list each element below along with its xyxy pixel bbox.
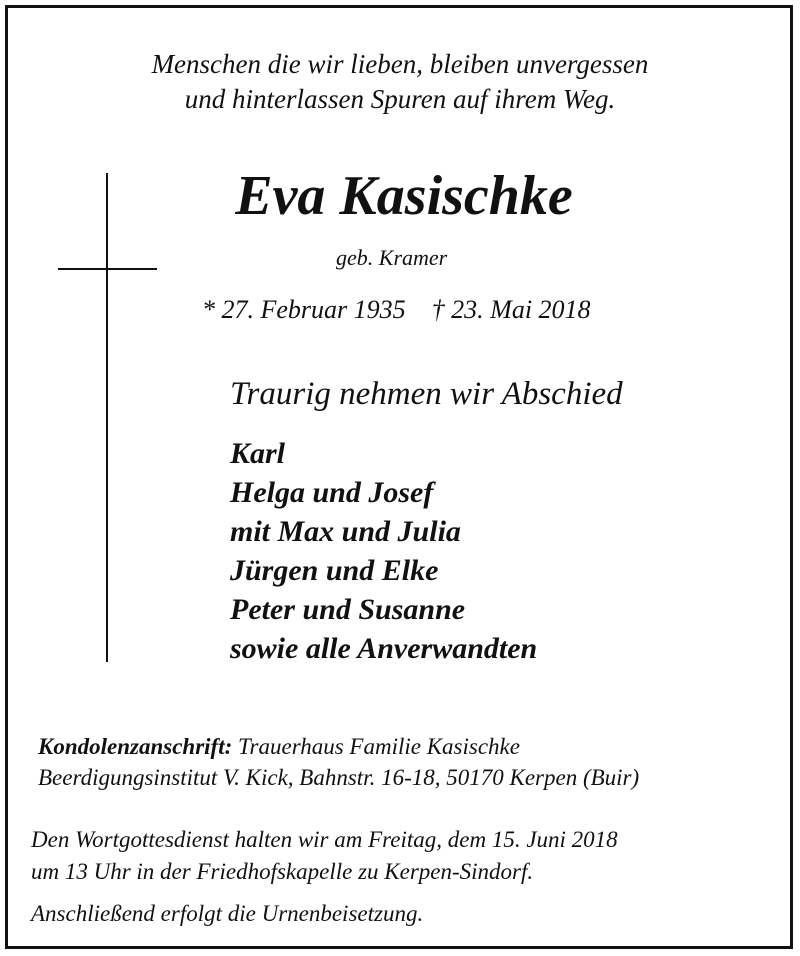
condolence-line-1: Trauerhaus Familie Kasischke bbox=[238, 734, 520, 759]
mourner-item: Jürgen und Elke bbox=[230, 554, 439, 587]
condolence-line-2: Beerdigungsinstitut V. Kick, Bahnstr. 16-18, 50170 Kerpen (Buir) bbox=[38, 765, 640, 790]
mourner-item: Peter und Susanne bbox=[230, 593, 466, 626]
motto-line-2: und hinterlassen Spuren auf ihrem Weg. bbox=[184, 84, 616, 114]
mourner-item: Karl bbox=[230, 437, 286, 470]
condolence-label: Kondolenzanschrift: bbox=[38, 734, 233, 759]
mourners-list bbox=[230, 434, 537, 668]
condolence-address bbox=[38, 732, 520, 762]
life-dates bbox=[202, 294, 591, 326]
service-line-2: um 13 Uhr in der Friedhofskapelle zu Kerpen-Sindorf. bbox=[31, 859, 534, 884]
mourner-item: sowie alle Anverwandten bbox=[230, 632, 538, 665]
mourner-item: Helga und Josef bbox=[230, 476, 434, 509]
mourner-item: mit Max und Julia bbox=[230, 515, 461, 548]
cross-icon bbox=[106, 173, 108, 662]
deceased-name: Eva Kasischke bbox=[235, 165, 573, 227]
birth-date: * 27. Februar 1935 bbox=[202, 295, 406, 324]
cross-icon-bar bbox=[58, 268, 157, 270]
motto-line-1: Menschen die wir lieben, bleiben unvergessen bbox=[151, 49, 649, 79]
farewell-heading: Traurig nehmen wir Abschied bbox=[230, 376, 623, 412]
birth-name: geb. Kramer bbox=[336, 245, 448, 270]
service-line-3: Anschließend erfolgt die Urnenbeisetzung. bbox=[31, 901, 424, 926]
death-date: † 23. Mai 2018 bbox=[431, 295, 591, 324]
service-line-1: Den Wortgottesdienst halten wir am Freitag, dem 15. Juni 2018 bbox=[31, 827, 618, 852]
